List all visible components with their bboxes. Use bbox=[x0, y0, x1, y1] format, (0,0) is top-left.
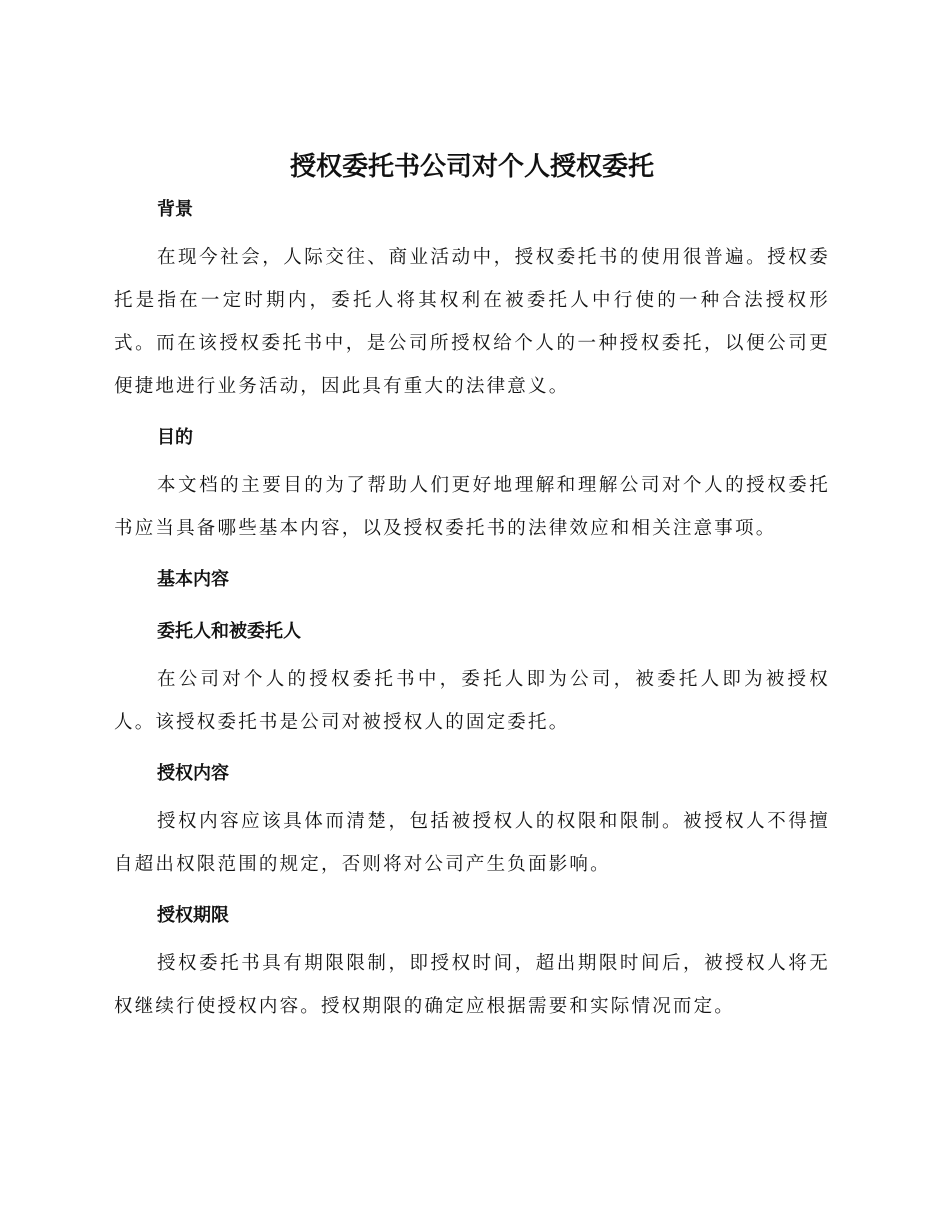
section-paragraph: 授权委托书具有期限限制，即授权时间，超出期限时间后，被授权人将无权继续行使授权内容。授权期限的确定应根据需要和实际情况而定。 bbox=[114, 953, 830, 1017]
section-authorization-period bbox=[114, 902, 830, 1028]
section-paragraph: 在公司对个人的授权委托书中，委托人即为公司，被委托人即为被授权人。该授权委托书是公司对被授权人的固定委托。 bbox=[114, 669, 830, 733]
section-heading: 授权期限 bbox=[157, 905, 229, 926]
section-authorization-content bbox=[114, 760, 830, 886]
document-title: 授权委托书公司对个人授权委托 bbox=[289, 152, 654, 182]
section-heading: 背景 bbox=[157, 199, 193, 220]
section-background bbox=[114, 196, 830, 408]
section-basic-content bbox=[114, 566, 830, 594]
document-page bbox=[114, 148, 830, 1028]
section-paragraph: 授权内容应该具体而清楚，包括被授权人的权限和限制。被授权人不得擅自超出权限范围的规定，否则将对公司产生负面影响。 bbox=[114, 811, 830, 875]
section-purpose bbox=[114, 424, 830, 550]
section-paragraph: 本文档的主要目的为了帮助人们更好地理解和理解公司对个人的授权委托书应当具备哪些基本内容，以及授权委托书的法律效应和相关注意事项。 bbox=[114, 475, 830, 539]
section-paragraph: 在现今社会，人际交往、商业活动中，授权委托书的使用很普遍。授权委托是指在一定时期内，委托人将其权利在被委托人中行使的一种合法授权形式。而在该授权委托书中，是公司所授权给个人的一种授权委托，以便公司更便捷地进行业务活动，因此具有重大的法律意义。 bbox=[114, 247, 830, 397]
section-heading: 目的 bbox=[157, 427, 193, 448]
section-heading: 委托人和被委托人 bbox=[157, 621, 301, 642]
section-heading: 授权内容 bbox=[157, 763, 229, 784]
section-heading: 基本内容 bbox=[157, 569, 229, 590]
section-principal-and-agent bbox=[114, 618, 830, 744]
